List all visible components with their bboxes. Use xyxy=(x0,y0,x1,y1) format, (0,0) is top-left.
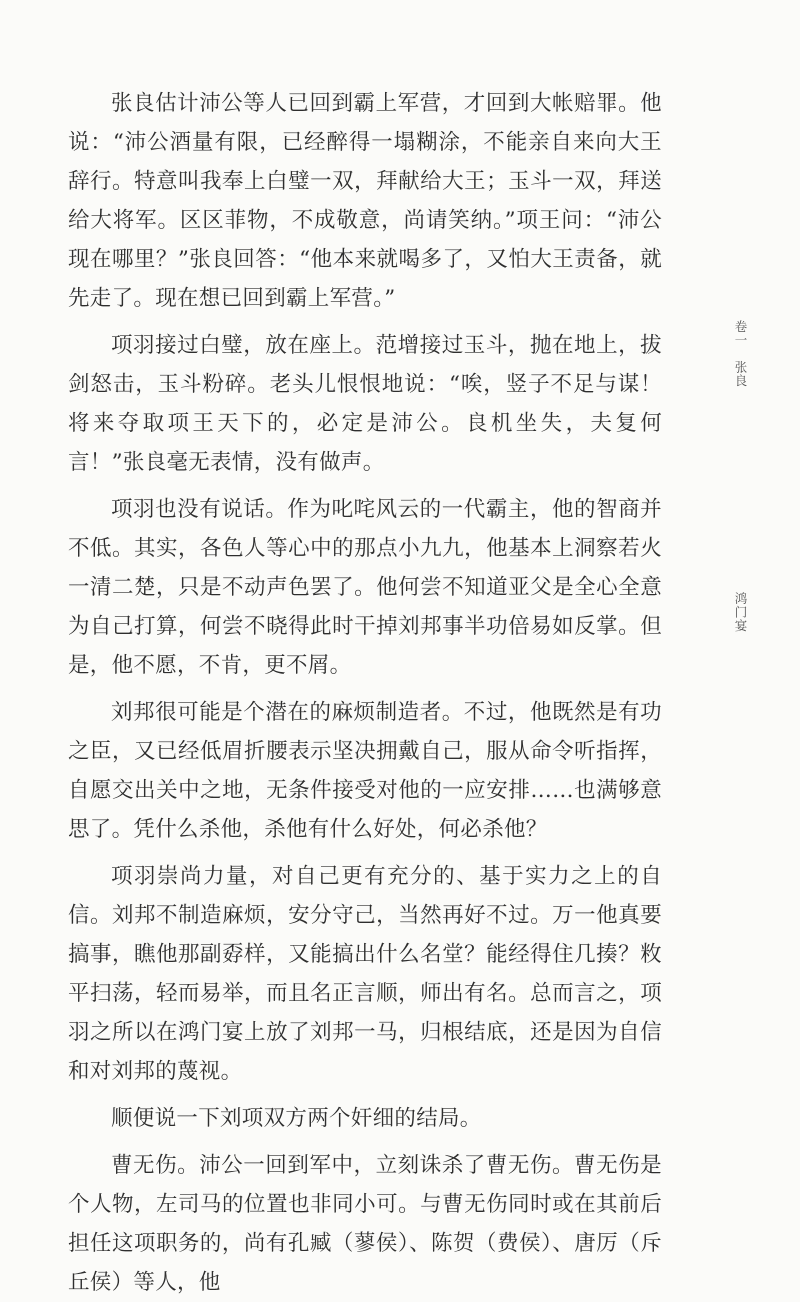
running-head-volume: 卷一 张良 xyxy=(733,320,748,388)
paragraph-2: 项羽接过白璧，放在座上。范增接过玉斗，抛在地上，拔剑怒击，玉斗粉碎。老头儿恨恨地说：“唉，竖子不足与谋！将来夺取项王天下的，必定是沛公。良机坐失，夫复何言！”张良毫无表情，没有做声。 xyxy=(68,333,662,475)
paragraph-1: 张良估计沛公等人已回到霸上军营，才回到大帐赔罪。他说：“沛公酒量有限，已经醉得一塌糊涂，不能亲自来向大王辞行。特意叫我奉上白璧一双，拜献给大王；玉斗一双，拜送给大将军。区区菲物，不成敬意，尚请笑纳。”项王问：“沛公现在哪里？”张良回答：“他本来就喝多了，又怕大王责备，就先走了。现在想已回到霸上军营。” xyxy=(68,91,662,311)
paragraph-5: 项羽崇尚力量，对自己更有充分的、基于实力之上的自信。刘邦不制造麻烦，安分守己，当然再好不过。万一他真要搞事，瞧他那副孬样，又能搞出什么名堂？能经得住几揍？敉平扫荡，轻而易举，而且名正言顺，师出有名。总而言之，项羽之所以在鸿门宴上放了刘邦一马，归根结底，还是因为自信和对刘邦的蔑视。 xyxy=(68,864,662,1084)
paragraph-6: 顺便说一下刘项双方两个奸细的结局。 xyxy=(111,1106,482,1131)
paragraph-3: 项羽也没有说话。作为叱咤风云的一代霸主，他的智商并不低。其实，各色人等心中的那点小九九，他基本上洞察若火一清二楚，只是不动声色罢了。他何尝不知道亚父是全心全意为自己打算，何尝不晓得此时干掉刘邦事半功倍易如反掌。但是，他不愿，不肯，更不屑。 xyxy=(68,497,662,678)
paragraph-4: 刘邦很可能是个潜在的麻烦制造者。不过，他既然是有功之臣，又已经低眉折腰表示坚决拥戴自己，服从命令听指挥，自愿交出关中之地，无条件接受对他的一应安排……也满够意思了。凭什么杀他，杀他有什么好处，何必杀他？ xyxy=(68,700,662,842)
paragraph-7: 曹无伤。沛公一回到军中，立刻诛杀了曹无伤。曹无伤是个人物，左司马的位置也非同小可。与曹无伤同时或在其前后担任这项职务的，尚有孔臧（蓼侯）、陈贺（费侯）、唐厉（斥丘侯）等人，他 xyxy=(68,1153,662,1295)
body-text xyxy=(68,84,662,1302)
running-head-chapter: 鸿门宴 xyxy=(733,592,748,633)
